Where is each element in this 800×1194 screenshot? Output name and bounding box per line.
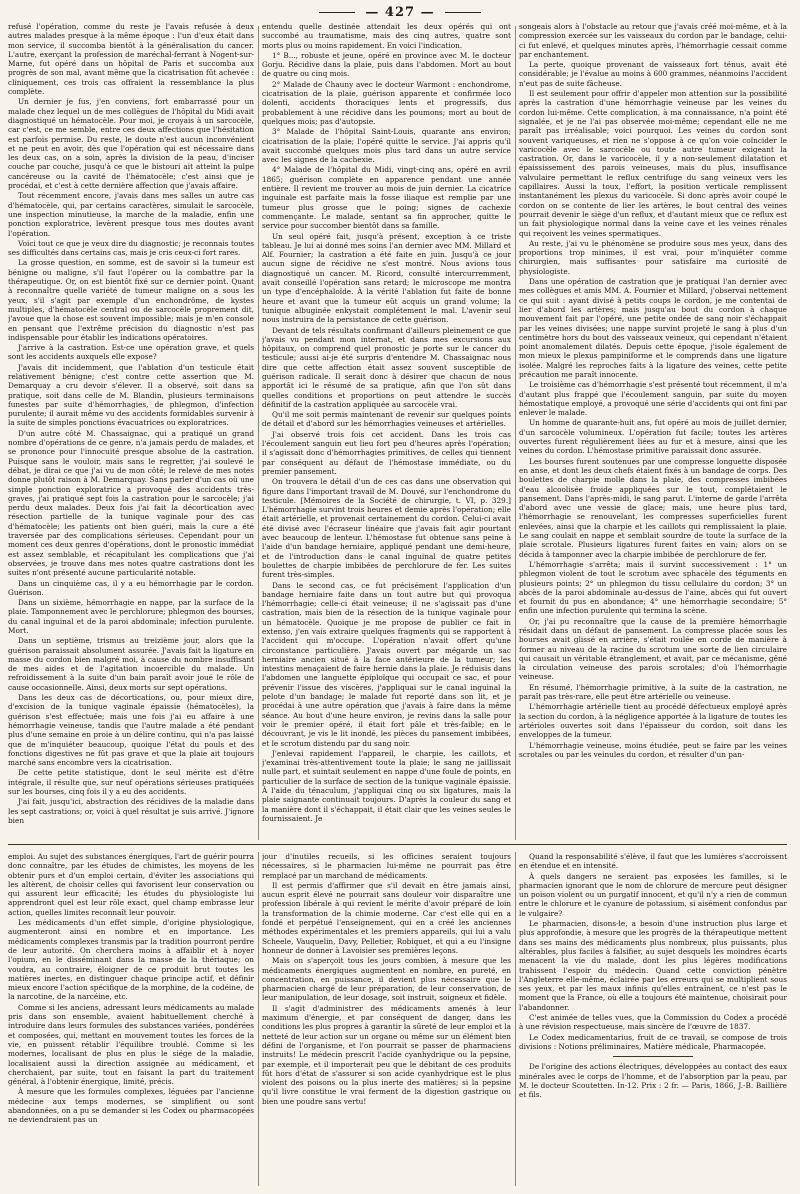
header-rule-right — [445, 12, 481, 13]
paragraph: Au reste, j'ai vu le phénomène se produire sous mes yeux, dans des proportions trop minimes, il est vrai, pour m'inquiéter comme chirurgien, mais suffisantes pour satisfaire ma curiosité de physiologiste. — [519, 238, 787, 276]
paragraph: Un seul opéré fait, jusqu'à présent, exception à ce triste tableau. Je lui ai donné mes soins l'an dernier avec MM. Millard et Alf. Fournier; la castration a été faite en juin. Jusqu'à ce jour aucun signe de récidive ne s'est montré. Nous avions tous diagnostiqué un cancer. M. Ricord, consulté intercurremment, avait conseillé l'opération sans retard; le microscope me montra un type d'encéphaloïde. À la vérité l'ablation fut faite de bonne heure et avant que la tumeur eût acquis un grand volume; la tunique albuginée enkystait complétement le mal. L'avenir seul nous instruira de la persistance de cette guérison. — [262, 231, 511, 325]
column-rule — [515, 26, 516, 840]
paragraph: refusé l'opération, comme du reste je l'avais refusée à deux autres malades presque à la même époque : l'un d'eux était dans mon service, il succomba bientôt à la généralisation du cancer. L'autre, exerçant la profession de maréchal-ferrant à Nogent-sur-Marne, fut opéré dans un hôpital de Paris et succomba aux progrès de son mal, avant même que la cicatrisation fût achevée : cliniquement, ces trois cas offraient la ressemblance la plus complète. — [8, 22, 254, 97]
paragraph: Comme si les anciens, adressant leurs médicaments au malade pris dans son ensemble, avaient habituellement cherché à introduire dans leurs formules des substances variées, pondérées et composées, qui, mettant en mouvement toutes les forces de la vie, en puissent rétablir l'équilibre troublé. Comme si les modernes, localisant de plus en plus le siége de la maladie, localisaient aussi la direction assignée au médicament, et cherchaient, par suite, tout en faisant la part du traitement général, à l'obtenir énergique, limité, précis. — [8, 1002, 254, 1087]
top-column-3 — [519, 22, 787, 840]
paragraph: 1° B..., robuste et jeune, opéré en province avec M. le docteur Gorju. Récidive dans la plaie, puis dans l'abdomen. Mort au bout de quatre ou cinq mois. — [262, 50, 511, 79]
paragraph: Qu'il me soit permis maintenant de revenir sur quelques points de détail et d'abord sur les hémorrhagies veineuses et artérielles. — [262, 410, 511, 429]
paragraph: L'hémorrhagie artérielle tient au procédé défectueux employé après la section du cordon, à la négligence apportée à la ligature de toutes les artérioles ouvertes soit dans l'épaisseur du cordon, soit dans les enveloppes de la tumeur. — [519, 702, 787, 740]
paragraph: Voici tout ce que je veux dire du diagnostic; je reconnais toutes ses difficultés dans certains cas, mais je cris ceux-ci fort rares. — [8, 238, 254, 258]
paragraph: Il s'agit d'administrer des médicaments amenés à leur maximum d'énergie, et par conséquent de danger, dans les conditions les plus propres à garantir la sûreté de leur emploi et la netteté de leur action sur un organe ou même sur un élément bien défini de l'organisme, et l'on pourrait se passer de pharmaciens instruits! Le médecin prescrit l'acide cyanhydrique ou la pepsine, par exemple, et il importerait peu que le débitant de ces produits fût hors d'état de s'assurer si son acide cyanhydrique est le plus violent des poisons ou la plus inerte des matières; si la pepsine qu'il livre constitue le vrai ferment de la digestion gastrique ou bien une poudre sans vertu! — [262, 1003, 511, 1106]
paragraph: Mais on s'aperçoit tous les jours combien, à mesure que les médicaments énergiques augmentent en nombre, en pureté, en concentration, en puissance, il devient plus nécessaire que le pharmacien chargé de leur préparation, de leur conservation, de leur manipulation, de leur dosage, soit instruit, soigneux et fidèle. — [262, 956, 511, 1003]
paragraph: Les bourses furent soutenues par une compresse longuette disposée en anse, et dont les deux chefs étaient fixés à un bandage de corps. Des boulettes de charpie molle dans la plaie, des compresses imbibées d'eau alcoolisée froide appliquées sur le tout, complétaient le pansement. Dans l'après-midi, le sang parut. L'interne de garde l'arrêta d'abord avec une vessie de glace; mais, une heure plus tard, l'hémorrhagie se renouvelant, les compresses superficielles furent enlevées, ainsi que la charpie et les caillots qui remplissaient la plaie. Le sang coulait en nappe et semblait sourdre de toute la surface de la plaie scrotale. Plusieurs ligatures furent faites en vain; alors on se décida à tamponner avec la charpie imbibée de perchlorure de fer. — [519, 456, 787, 559]
paragraph: Dans un septième, trismus au treizième jour, alors que la guérison paraissait absolument assurée. J'avais fait la ligature en masse du cordon bien malgré moi, à cause du nombre insuffisant de mes aides et de l'agitation incoercible du malade. Un refroidissement à la suite d'un bain paraît avoir joué le rôle de cause occasionnelle. Ainsi, deux morts sur sept opérations. — [8, 636, 254, 692]
paragraph: L'hémorrhagie s'arrêta; mais il survint successivement : 1° un phlegmon violent de tout le scrotum avec sphacèle des téguments en plusieurs points; 2° un phlegmon du tissu cellulaire du cordon; 3° un abcès de la paroi abdominale au-dessus de l'aine, abcès qui fut ouvert et fournit du pus en abondance; 4° une hémorrhagie secondaire; 5° enfin une infection purulente qui termina la scène. — [519, 559, 787, 616]
section-separator — [8, 844, 787, 845]
header-rule-left — [319, 12, 355, 13]
paragraph: L'hémorrhagie veineuse, moins étudiée, peut se faire par les veines scrotales ou par les veinules du cordon, et résulter d'un pan- — [519, 740, 787, 759]
paragraph: À quels dangers ne seraient pas exposées les familles, si le pharmacien ignorant que le nom de chlorure de mercure peut désigner un poison violent ou un purgatif innocent, et qu'il n'y a rien de commun entre le chlorure et le cyanure de potassium, si aisément confondus par le vulgaire? — [519, 871, 787, 918]
bottom-column-1 — [8, 852, 254, 1186]
paragraph: À mesure que les formules complexes, léguées par l'ancienne médecine aux temps modernes, se simplifient ou sont abandonnées, on a pu se demander si les Codex ou pharmacopées ne deviendraient pas un — [8, 1087, 254, 1125]
paragraph: J'avais dit incidemment, que l'ablation d'un testicule était relativement bénigne; c'est contre cette assertion que M. Demarquay a cru devoir s'élever. Il a observé, soit dans sa pratique, soit dans celle de M. Blandin, plusieurs terminaisons funestes par suite d'hémorrhagies, de phlegmon, d'infection purulente; il aurait même vu des accidents formidables survenir à la suite de simples ponctions évacuatrices ou exploratrices. — [8, 362, 254, 428]
page-header — [0, 2, 800, 22]
paragraph: La grosse question, en somme, est de savoir si la tumeur est bénigne ou maligne, s'il faut l'opérer ou la combattre par la thérapeutique. Or, on est bientôt fixé sur ce dernier point. Quant à reconnaître quelle variété de tumeur maligne on a sous les yeux, s'il s'agit par exemple d'un enchondrôme, de kystes multiples, d'hématocèle central ou de sarcocèle proprement dit, j'avoue que la chose est souvent impossible; mais je m'en console en pensant que l'extrême précision du diagnostic n'est pas indispensable pour établir les indications opératoires. — [8, 258, 254, 342]
top-column-2 — [262, 22, 511, 840]
paragraph: Dans les deux cas de décortications, ou, pour mieux dire, d'excision de la tunique vaginale épaissie (hématocèles), la guérison s'est effectuée; mais une fois j'ai eu affaire à une hémorrhagie veineuse, tandis que l'autre malade a été pendant plus d'une semaine en proie à un délire continu, qui n'a pas laissé que de m'inquiéter beaucoup, quoique l'état du pouls et des fonctions digestives ne fût pas grave et que la plaie ait toujours marché sans encombre vers la cicatrisation. — [8, 693, 254, 768]
paragraph: De cette petite statistique, dont le seul mérite est d'être intégrale, il résulte que, sur neuf opérations sérieuses pratiquées sur les bourses, cinq fois il y a eu des accidents. — [8, 768, 254, 797]
paragraph: 2° Malade de Chauny avec le docteur Warmont : enchondrome, cicatrisation de la plaie, guérison apparente et confirmée loco dolenti, accidents thoraciques lents et progressifs, dus probablement à une récidive dans les poumons; mort au bout de quelques mois; pas d'autopsie. — [262, 79, 511, 126]
paragraph: Il est permis d'affirmer que s'il devait en être jamais ainsi, aucun esprit élevé ne pourrait sans douleur voir disparaître une profession libérale à qui revient le mérite d'avoir préparé de loin la transformation de la chimie moderne. Car c'est elle qui en a fondé et perpétué l'enseignement, qui en a créé les anciennes méthodes expérimentales et les premiers appareils, qui lui a valu Scheele, Vauquelin, Davy, Pelletier, Robiquet, et qui a eu l'insigne honneur de donner à Lavoisier ses premières leçons. — [262, 880, 511, 955]
paragraph: En résumé, l'hémorrhagie primitive, à la suite de la castration, ne paraît pas très-rare, elle peut être artérielle ou veineuse. — [519, 682, 787, 702]
paragraph: J'ai observé trois fois cet accident. Dans les trois cas l'écoulement sanguin eut lieu fort peu d'heures après l'opération; il s'agissait donc d'hémorrhagies primitives, de celles qui tiennent par conséquent au défaut de l'hémostase immédiate, ou du premier pansement. — [262, 429, 511, 476]
paragraph: Le pharmacien, disons-le, a besoin d'une instruction plus large et plus approfondie, à mesure que les progrès de la thérapeutique mettent dans ses mains des médicaments plus nombreux, plus puissants, plus altérables, plus faciles à falsifier, au sujet desquels les moindres écarts menacent la vie du malade, dont les plus légères modifications trahissent l'espoir du médecin. Quand cette conviction pénètre l'Angleterre elle-même, éclairée par les erreurs qui se multiplient sous ses yeux, et par les maux infinis qu'elles entraînent, ce n'est pas le moment que la France, où elle a toujours été maintenue, choisirait pour l'abandonner. — [519, 919, 787, 1012]
paragraph: Le Codex medicamentarius, fruit de ce travail, se compose de trois divisions : Notions préliminaires, Matière médicale, Pharmacopée. — [519, 1032, 787, 1051]
bottom-column-2 — [262, 852, 511, 1186]
book-announcement: De l'origine des actions électriques, développées au contact des eaux minérales avec le corps de l'homme, et de l'absorption par la peau, par M. le docteur Scoutetten. In-12. Prix : 2 fr. — Paris, 1866, J.-B. Baillière et fils. — [519, 1062, 787, 1100]
top-column-1 — [8, 22, 254, 840]
paragraph: Il est seulement pour offrir d'appeler mon attention sur la possibilité après la castration d'une hémorrhagie veineuse par les veines du cordon lui-même. Cette complication, à ma connaissance, n'a point été signalée, et je ne l'ai pas observée moi-même; cependant elle ne me paraît pas irréalisable; voici pourquoi. Les veines du cordon sont souvent variqueuses, et rien ne s'oppose à ce qu'on voie coïncider le varicocèle avec le sarcocèle ou toute autre tumeur exigeant la castration. Or, dans le varicocèle, il y a non-seulement dilatation et épaississement des parois veineuses, mais du plus, insuffisance valvulaire permettant le reflux centrifuge du sang veineux vers les capillaires. Aussi la toux, l'effort, la position verticale remplissent instantanément les plexus du varicocèle. Si donc après avoir coupé le cordon on se contente de lier les artères, le bout central des veines pourrait devenir le siège d'un reflux, et d'autant mieux que ce reflux est un fait physiologique normal dans la veine cave et les veines rénales qui reçoivent les veines spermatiques. — [519, 89, 787, 238]
paragraph: Dans une opération de castration que je pratiquai l'an dernier avec mes collègues et amis MM. A. Fournier et Millard, j'observai nettement ce qui suit : ayant divisé à petits coups le cordon, je me contentai de lier d'abord les artères; mais jusqu'au bout du cordon à chaque mouvement fait par l'opéré, une petite ondée de sang noir s'échappait par les veines divisées; une nappe survint projeté le sang à plus d'un centimètre hors du bout des vaisseaux veineux, qui cependant n'étaient point anomalement dilatés. Depuis cette époque, j'isole également de mon mieux le plexus pampiniforme et le comprends dans une ligature isolée. Malgré les reproches faits à la ligature des veines, cette petite précaution me paraît innocente. — [519, 277, 787, 379]
paragraph: songeais alors à l'obstacle au retour que j'avais créé moi-même, et à la compression exercée sur les vaisseaux du cordon par le bandage, celui-ci fut enlevé, et quelques minutes après, l'hémorrhagie cessait comme par enchantement. — [519, 22, 787, 59]
paragraph: Quand la responsabilité s'élève, il faut que les lumières s'accroissent en étendue et en intensité. — [519, 852, 787, 871]
paragraph: 3° Malade de l'hôpital Saint-Louis, quarante ans environ; cicatrisation de la plaie; l'opéré quitte le service. J'ai appris qu'il avait succombé quelques mois plus tard dans un autre service avec les signes de la cachexie. — [262, 127, 511, 165]
page-number: — 427 — — [365, 4, 435, 20]
paragraph: 4° Malade de l'hôpital du Midi, vingt-cinq ans, opéré en avril 1865; guérison complète en apparence pendant une année entière. Il revient me trouver au mois de juin dernier. La cicatrice inguinale est parfaite mais la fosse iliaque est remplie par une tumeur plus grosse que le poing; signes de cachexie commençante. Le malade, sentant sa fin approcher, quitte le service pour succomber bientôt dans sa famille. — [262, 165, 511, 231]
column-rule — [515, 852, 516, 1186]
paragraph: Or, j'ai pu reconnaître que la cause de la première hémorrhagie résidait dans un défaut de pansement. La compresse placée sous les bourses avait glissé en arrière, s'était roulée en corde de manière à former au niveau de la racine du scrotum une sorte de lien circulaire qui causait un véritable étranglement, et avait, par ce mécanisme, gêné la circulation veineuse des parois scrotales; d'où l'hémorrhagie veineuse. — [519, 616, 787, 682]
paragraph: On trouvera le détail d'un de ces cas dans une observation qui figure dans l'important travail de M. Douvé, sur l'enchondrome du testicule. [Mémoires de la Société de chirurgie, t. VI, p. 329.] L'hémorrhagie survint trois heures et demie après l'opération; elle était artérielle, et provenait certainement du cordon. Celui-ci avait été divisé avec l'écraseur linéaire que j'avais fait agir pourtant avec beaucoup de lenteur. L'hémostase fut obtenue sans peine à l'aide d'un bandage herniaire, appliqué pendant une demi-heure, et de l'introduction dans le canal inguinal de quatre petites boulettes de charpie imbibées de perchlorure de fer. Les suites furent très-simples. — [262, 477, 511, 580]
bottom-column-3 — [519, 852, 787, 1186]
paragraph: C'est animée de telles vues, que la Commission du Codex a procédé à une révision respectueuse, mais sincère de l'œuvre de 1837. — [519, 1013, 787, 1032]
paragraph: Devant de tels résultats confirmant d'ailleurs pleinement ce que j'avais vu pendant mon internat, et dans mes excursions aux hôpitaux, on comprend quel pronostic je porte sur le cancer du testicule; aussi ai-je été surpris d'entendre M. Chassaignac nous dire que cette affection était assez souvent susceptible de guérison radicale. Il serait donc à désirer que chacun de nous apportât ici le résumé de sa pratique, afin que l'on sût dans quelles conditions et proportions on peut attendre le succès définitif de la castration appliquée au sarcocèle vrai. — [262, 325, 511, 409]
paragraph: emploi. Au sujet des substances énergiques, l'art de guérir pourra donc connaître, par les études de chimistes, les moyens de les obtenir purs et d'un emploi certain, d'éviter les associations qui les altèrent, de choisir celles qui favorisent leur conservation ou qui assurent leur efficacité; les études du physiologiste lui apprendront quel est leur rôle exact, quel champ embrasse leur action, quelles limites reconnaît leur pouvoir. — [8, 852, 254, 917]
column-rule — [258, 26, 259, 840]
divider — [613, 1056, 693, 1057]
column-rule — [258, 852, 259, 1186]
paragraph: J'enlevai rapidement l'appareil, le charpie, les caillots, et j'examinai très-attentivement toute la plaie; le sang ne jaillissait nulle part, et suintait seulement en nappe d'une foule de points, en particulier de la surface de section de la tunique vaginale épaissie. À l'aide du ténaculum, j'appliquai cinq ou six ligatures, mais la plaie saignante continuait toujours. D'après la couleur du sang et la manière dont il s'échappait, il était clair que les veines seules le fournissaient. Je — [262, 748, 511, 823]
paragraph: Dans un sixième, hémorrhagie en nappe, par la surface de la plaie. Tamponnement avec le perchlorure; phlegmon des bourses, du canal inguinal et de la paroi abdominale; infection purulente. Mort. — [8, 598, 254, 635]
paragraph: entendu quelle destinée attendait les deux opérés qui ont succombé au traumatisme, mais des cinq autres, quatre sont morts plus ou moins rapidement. En voici l'indication. — [262, 22, 511, 50]
paragraph: Les médicaments d'un effet simple, d'origine physiologique, augmenteront ainsi en nombre et en importance. Les médicaments complexes transmis par la tradition pourront perdre de leur autorité. On cherchera moins à affaiblir et à noyer l'opium, en le disséminant dans la masse de la thériaque; on voudra, au contraire, éloigner de ce produit brut toutes les matières inertes, en distinguer chaque principe actif, et définir mieux encore l'action spécifique de la morphine, de la codéine, de la narcotine, de la narcéine, etc. — [8, 918, 254, 1002]
paragraph: La perte, quoique provenant de vaisseaux fort ténus, avait été considérable; je l'évalue au moins à 600 grammes, néanmoins l'accident n'eut pas de suite fâcheuse. — [519, 60, 787, 88]
paragraph: D'un autre côté M. Chassaignac, qui a pratiqué un grand nombre d'opérations de ce genre, n'a jamais perdu de malades, et se prononce pour l'innocuité presque absolue de la castration. Puisque sans le vouloir, mais sans le regretter, j'ai soulevé le débat, je dirai ce que j'ai vu de mon côté; le relevé de mes notes donne plutôt raison à M. Demarquay. Sans parler d'un cas où une simple ponction exploratrice a provoqué des accidents très-graves, j'ai pratiqué sept fois la castration pour le sarcocèle; j'ai perdu deux malades. Deux fois j'ai fait la décortication avec résection partielle de la tunique vaginale pour des cas d'hématocèle; les patients ont bien guéri, mais la cure a été traversée par des complications sérieuses. Cependant pour un moment ces deux genres d'opérations, dont le pronostic immédiat est assez semblable, et récapitulant les complications que j'ai observées, je trouve dans mes notes quatre castrations dont les suites n'ont présenté aucune particularité notable. — [8, 428, 254, 578]
paragraph: Dans le second cas, ce fut précisément l'application d'un bandage herniaire faite dans un tout autre but qui provoqua l'hémorrhagie; celle-ci était veineuse; il ne s'agissait pas d'une castration, mais bien de la résection de la tunique vaginale pour un hématocèle. Quoique je me propose de publier ce fait in extenso, j'en vais extraire quelques fragments qui se rapportent à l'accident qui m'occupe. L'opération n'avait offert qu'une circonstance particulière. J'avais ouvert par mégarde un sac herniaire ancien situé à la face antérieure de la tumeur; les intestins menaçaient de faire hernie dans la plaie. Je réduisis dans l'abdomen une languette épiploïque qui occupait ce sac, et pour prévenir l'issue des viscères, j'appliquai sur le canal inguinal la pelote d'un bandage; le malade fut reporté dans son lit, et je procédai à une autre opération que j'avais à faire dans la même séance. Au bout d'une heure environ, je revins dans la salle pour voir le premier opéré, il était fort pâle et très-faible; en le découvrant, je vis le lit inondé, les pièces du pansement imbibées, et le scrotum distendu par du sang noir. — [262, 580, 511, 748]
paragraph: Un dernier je fus, j'en conviens, fort embarrassé pour un malade chez lequel un de mes collègues de l'hôpital du Midi avait diagnostiqué un hématocèle. Pour moi, je croyais à un sarcocèle, car c'est, ce me semble, entre ces deux affections que l'hésitation est parfois permise. Du reste, le doute n'est aucun inconvénient et ne peut en avoir, dès que l'opération qui est nécessaire dans les deux cas, on a soin, après la division de la peau, d'inciser couche par couche, jusqu'à ce que le bistouri ait atteint la pulpe cancéreuse ou la cavité de l'hématocèle; c'est ainsi que je procédai, et c'est à cette dernière affection que j'avais affaire. — [8, 97, 254, 191]
paragraph: J'arrive à la castration. Est-ce une opération grave, et quels sont les accidents auxquels elle expose? — [8, 343, 254, 362]
paragraph: jour d'inutiles recueils, si les officines seraient toujours nécessaires, si le pharmacien lui-même ne pourrait pas être remplacé par un marchand de médicaments. — [262, 852, 511, 880]
paragraph: Un homme de quarante-huit ans, fut opéré au mois de juillet dernier, d'un sarcocèle volumineux. L'opération fut facile; toutes les artères ouvertes furent régulièrement liées au fur et à mesure, ainsi que les veines du cordon. L'hémostase primitive paraissait donc assurée. — [519, 418, 787, 456]
paragraph: Tout récemment encore, j'avais dans mes salles un autre cas d'hématocèle, qui, par certains caractères, simulait le sarcocèle, une inspection minutieuse, la marche de la maladie, enfin une ponction exploratrice, levèrent presque tous mes doutes avant l'opération. — [8, 191, 254, 238]
paragraph: Dans un cinquième cas, il y a eu hémorrhagie par le cordon. Guérison. — [8, 578, 254, 597]
paragraph: Le troisième cas d'hémorrhagie s'est présenté tout récemment, il m'a d'autant plus frappé que l'écoulement sanguin, par suite du moyen hémostatique employé, a provoqué une série d'accidents qui ont fini par enlever le malade. — [519, 380, 787, 418]
paragraph: J'ai fait, jusqu'ici, abstraction des récidives de la maladie dans les sept castrations; or, voici à quel résultat je suis arrivé. J'ignore bien — [8, 797, 254, 825]
